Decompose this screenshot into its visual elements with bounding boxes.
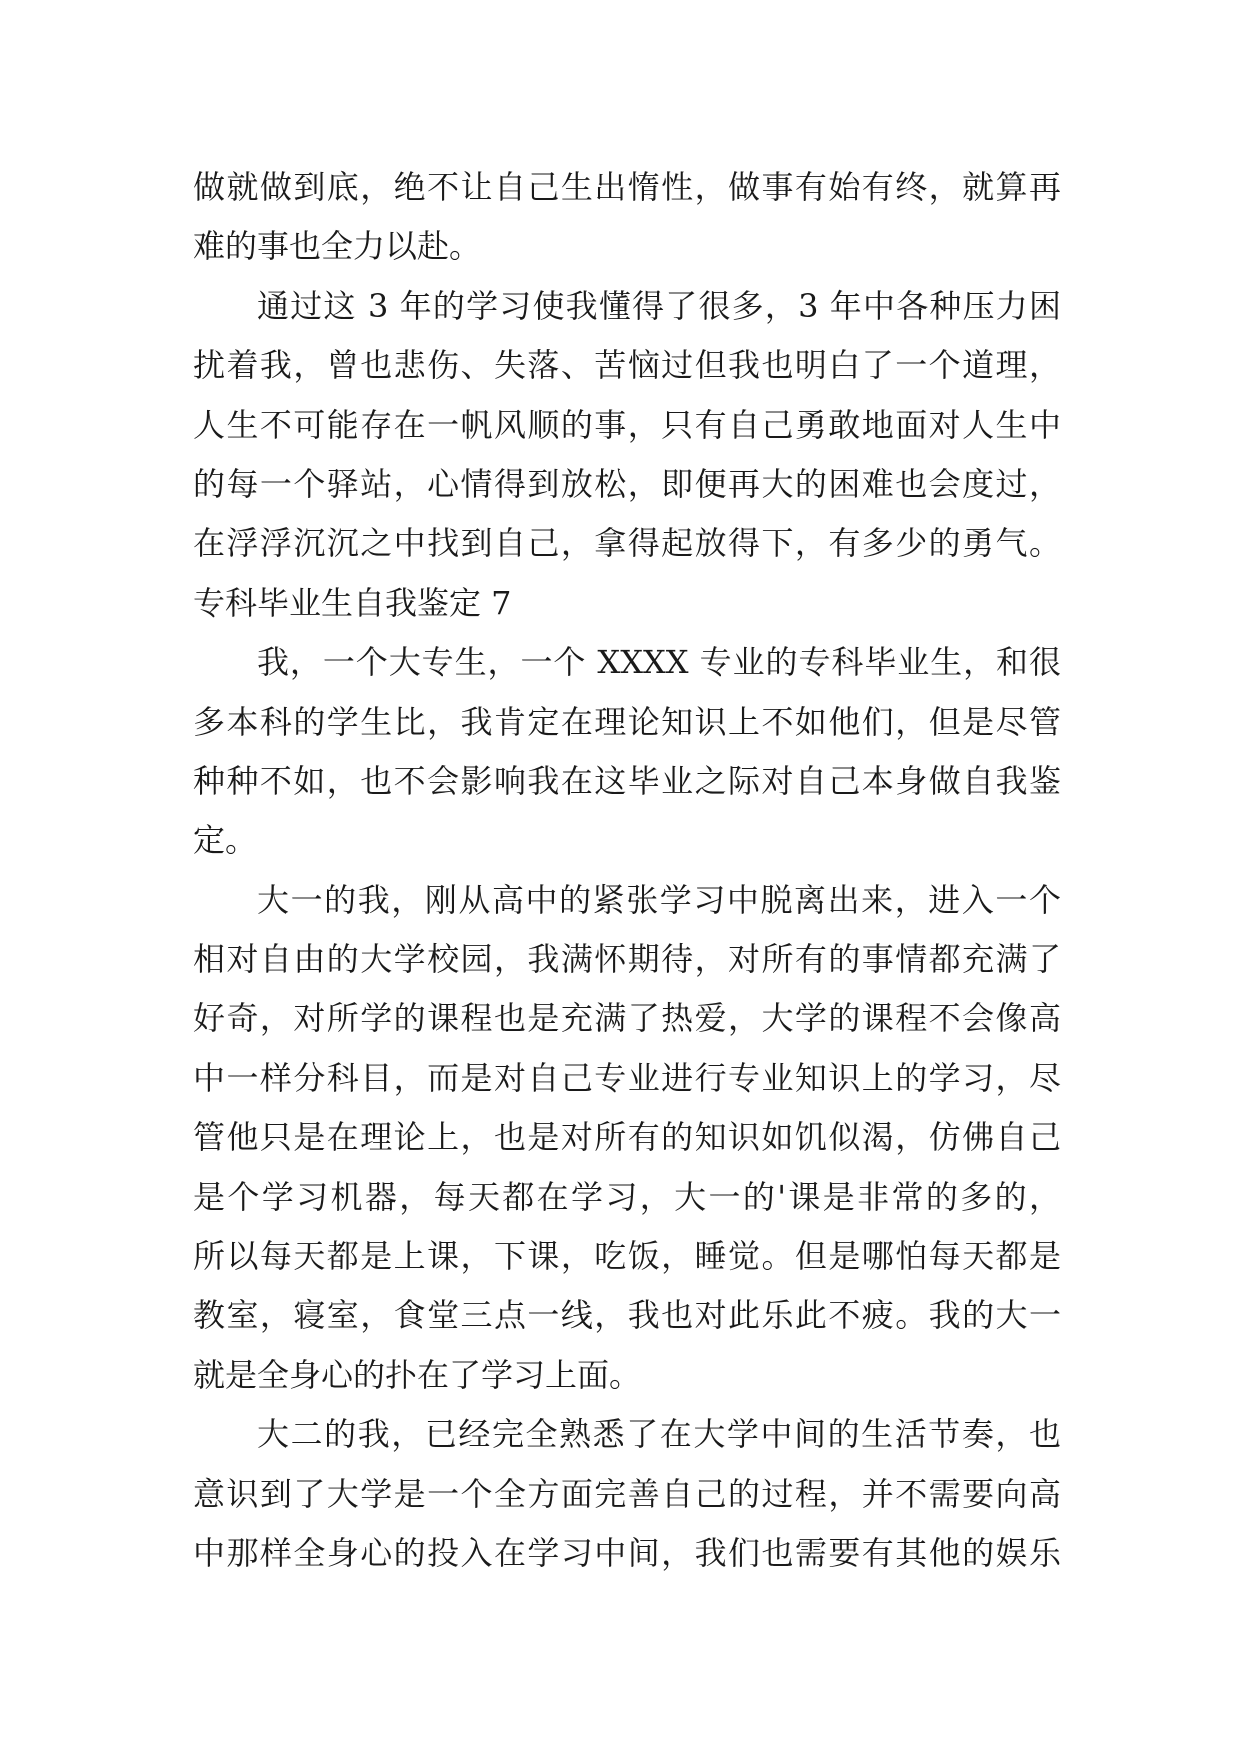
text-line: 通过这 3 年的学习使我懂得了很多，3 年中各种压力困 xyxy=(257,286,1061,325)
document-body xyxy=(193,158,1061,1583)
text-line: 中一样分科目，而是对自己专业进行专业知识上的学习，尽 xyxy=(193,1058,1061,1097)
text-line: 管他只是在理论上，也是对所有的知识如饥似渴，仿佛自己 xyxy=(193,1118,1061,1157)
text-line: 意识到了大学是一个全方面完善自己的过程，并不需要向高 xyxy=(193,1474,1061,1513)
text-line: 大二的我，已经完全熟悉了在大学中间的生活节奏，也 xyxy=(257,1415,1061,1454)
text-line: 中那样全身心的投入在学习中间，我们也需要有其他的娱乐 xyxy=(193,1533,1061,1572)
text-line: 好奇，对所学的课程也是充满了热爱，大学的课程不会像高 xyxy=(193,999,1061,1038)
text-line: 定。 xyxy=(193,821,258,860)
text-line: 就是全身心的扑在了学习上面。 xyxy=(193,1355,642,1394)
text-line: 相对自由的大学校园，我满怀期待，对所有的事情都充满了 xyxy=(193,940,1061,979)
text-line: 所以每天都是上课，下课，吃饭，睡觉。但是哪怕每天都是 xyxy=(193,1237,1061,1276)
text-line: 的每一个驿站，心情得到放松，即便再大的困难也会度过， xyxy=(193,464,1061,503)
section-heading: 专科毕业生自我鉴定 7 xyxy=(193,583,512,622)
text-line: 扰着我，曾也悲伤、失落、苦恼过但我也明白了一个道理， xyxy=(193,346,1061,385)
text-line: 在浮浮沉沉之中找到自己，拿得起放得下，有多少的勇气。 xyxy=(193,524,1061,563)
text-line: 难的事也全力以赴。 xyxy=(193,227,482,266)
text-line: 是个学习机器，每天都在学习，大一的'课是非常的多的， xyxy=(193,1177,1061,1216)
text-line: 多本科的学生比，我肯定在理论知识上不如他们，但是尽管 xyxy=(193,702,1061,741)
text-line: 做就做到底，绝不让自己生出惰性，做事有始有终，就算再 xyxy=(193,168,1061,206)
text-line: 教室，寝室，食堂三点一线，我也对此乐此不疲。我的大一 xyxy=(193,1296,1061,1335)
text-line: 大一的我，刚从高中的紧张学习中脱离出来，进入一个 xyxy=(257,880,1061,919)
text-line: 种种不如，也不会影响我在这毕业之际对自己本身做自我鉴 xyxy=(193,761,1061,800)
text-line: 人生不可能存在一帆风顺的事，只有自己勇敢地面对人生中 xyxy=(193,405,1061,444)
text-line: 我，一个大专生，一个 XXXX 专业的专科毕业生，和很 xyxy=(257,643,1061,682)
